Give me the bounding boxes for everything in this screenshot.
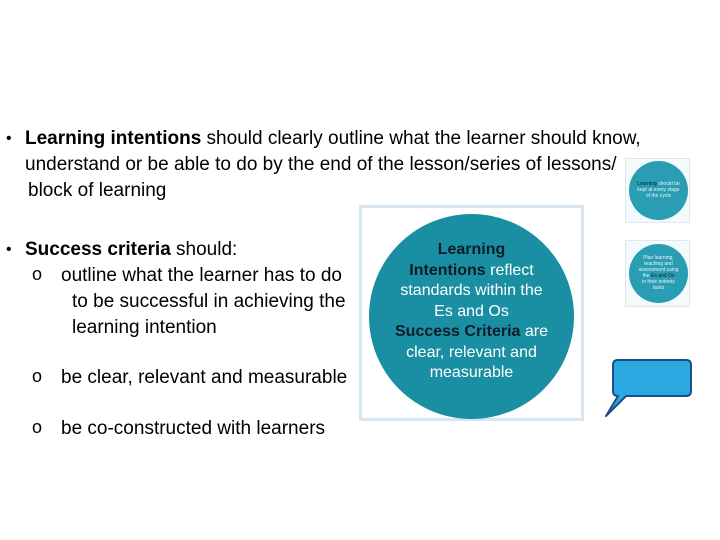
learning-intentions-text: should clearly outline what the learner should know, <box>201 128 641 149</box>
sub-bullet-marker: o <box>32 264 43 284</box>
learning-intentions-term: Learning intentions <box>25 128 202 149</box>
sub1-line2: to be successful in achieving the <box>72 291 346 312</box>
thumb-bottom-f: in their entirety <box>642 279 675 285</box>
thumb-top-d: of the cycle <box>645 193 672 199</box>
thumb-bottom-b: teaching and <box>644 261 673 267</box>
thumb-bottom-c: assessment using <box>638 267 679 273</box>
sub3-line: be co-constructed with learners <box>61 418 326 439</box>
sub-bullet-marker: o <box>32 417 43 437</box>
speech-bubble-icon <box>604 358 694 418</box>
success-criteria-line <box>25 236 237 263</box>
teal-circle-text <box>374 240 569 384</box>
text-reflect: reflect <box>485 261 534 279</box>
success-criteria-term: Success criteria <box>25 239 171 260</box>
sub1-line3: learning intention <box>72 317 217 338</box>
text-measurable: measurable <box>429 364 514 381</box>
learning-intentions-line1 <box>25 125 641 152</box>
hl-success-criteria: Success Criteria <box>395 323 521 340</box>
bullet-marker: • <box>6 130 12 147</box>
thumb-top-a: Learning <box>637 181 657 187</box>
sub-bullet-marker: o <box>32 366 43 386</box>
hl-intentions: Intentions <box>409 261 486 279</box>
learning-intentions-line2: understand or be able to do by the end of the lesson/series of lessons/ <box>25 154 617 175</box>
thumb-bottom-g: tasks <box>652 285 665 291</box>
thumb-bottom-d: the <box>642 273 650 279</box>
thumb-bottom-e: Es and Os <box>650 273 675 279</box>
sub2-line: be clear, relevant and measurable <box>61 367 348 388</box>
thumb-bottom-a: Plan learning, <box>643 255 674 261</box>
text-standards: standards within the <box>400 282 543 299</box>
hl-learning: Learning <box>437 241 506 258</box>
thumb-top-c: kept at every stage <box>637 187 680 193</box>
success-criteria-text: should: <box>170 239 238 260</box>
thumb-top-b: should be <box>656 181 680 187</box>
learning-intentions-line3: block of learning <box>28 180 167 201</box>
text-es-os: Es and Os <box>434 302 509 320</box>
thumbnail-top-text <box>631 181 686 199</box>
bullet-marker: • <box>6 241 12 258</box>
sub1-line1: outline what the learner has to do <box>61 265 342 286</box>
thumbnail-bottom-text <box>631 255 686 291</box>
text-are: are <box>520 323 548 340</box>
text-clear: clear, relevant and <box>406 343 537 361</box>
